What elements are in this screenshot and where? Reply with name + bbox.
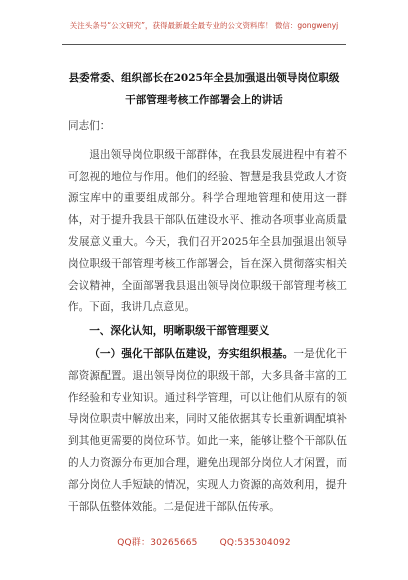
title-line-2: 干部管理考核工作部署会上的讲话 bbox=[125, 94, 283, 106]
title-line-1: 县委常委、组织部长在2025年全县加强退出领导岗位职级 bbox=[68, 72, 340, 84]
footer-contact bbox=[0, 535, 408, 548]
subsection-text: 一是优化干部资源配置。退出领导岗位的职级干部，大多具备丰富的工作经验和专业知识。通过科学管理，可以让他们从原有的领导岗位职责中解放出来，同时又能依据其专长重新调配填补到其他更需要的岗位环节。如此一来，能够让整个干部队伍的人力资源分布更加合理，避免出现部分岗位人才闲置，而部分岗位人手短缺的情况，实现人力资源的高效利用，提升干部队伍整体效能。二是促进干部队伍传承。 bbox=[68, 347, 348, 513]
salutation: 同志们： bbox=[68, 120, 111, 132]
document-title bbox=[40, 67, 368, 111]
header-banner: 关注头条号“公文研究”，获得最新最全最专业的公文资料库！ 微信：gongwenyj bbox=[69, 21, 339, 30]
footer-qq: QQ:535304092 bbox=[219, 538, 291, 548]
footer-qq-group: QQ群：30265665 bbox=[117, 538, 198, 548]
subsection-paragraph bbox=[68, 344, 347, 518]
subsection-heading: （一）强化干部队伍建设，夯实组织根基。 bbox=[89, 347, 294, 360]
header-divider bbox=[62, 44, 346, 45]
intro-paragraph: 退出领导岗位职级干部群体，在我县发展进程中有着不可忽视的地位与作用。他们的经验、智慧是我县党政人才资源宝库中的重要组成部分。科学合理地管理和使用这一群体，对于提升我县干部队伍建设水平、推动各项事业高质量发展意义重大。今天，我们召开2025年全县加强退出领导岗位职级干部管理考核工作部署会，旨在深入贯彻落实相关会议精神，全面部署我县退出领导岗位职级干部管理考核工作。下面，我讲几点意见。 bbox=[68, 148, 347, 314]
document-body bbox=[68, 116, 347, 518]
section-heading: 一、深化认知，明晰职级干部管理要义 bbox=[89, 325, 270, 338]
